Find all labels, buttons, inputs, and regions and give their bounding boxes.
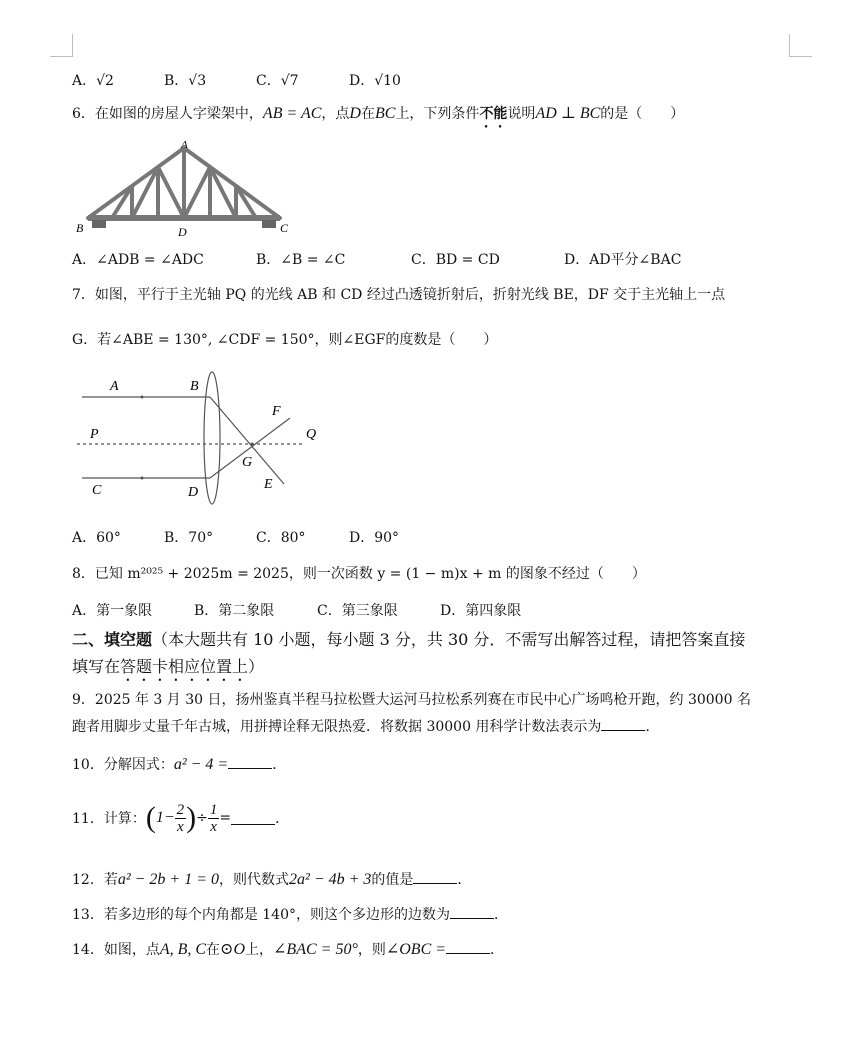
- section-title: 二、填空题: [72, 630, 153, 649]
- q8-option-d: D．第四象限: [440, 603, 522, 619]
- q6-option-a: A．∠ADB = ∠ADC: [72, 252, 204, 268]
- q14-stem: 14．如图，点A, B, C在⊙O上，∠BAC = 50°，则∠OBC = ．: [72, 941, 505, 958]
- lens-label-p: P: [90, 427, 99, 442]
- roof-truss-figure: [72, 140, 297, 240]
- page-corner-mark: [789, 34, 812, 57]
- lens-label-c: C: [92, 483, 102, 498]
- q5-option-c: C．√7: [256, 73, 299, 89]
- q7-option-b: B．70°: [164, 530, 214, 546]
- q7-option-a: A．60°: [72, 530, 121, 546]
- page-corner-mark: [50, 34, 73, 57]
- q5-option-a: A．√2: [72, 73, 114, 89]
- fraction: $\frac{1}{x}$: [209, 801, 218, 835]
- q9-stem-line1: 9．2025 年 3 月 30 日，扬州鉴真半程马拉松暨大运河马拉松系列赛在市民中心广场鸣枪开跑，约 30000 名: [72, 692, 751, 708]
- truss-label-d: D: [178, 225, 187, 239]
- q7-stem-line2: G．若∠ABE = 130°, ∠CDF = 150°，则∠EGF的度数是（ ）: [72, 332, 498, 348]
- truss-label-a: A: [181, 140, 188, 151]
- lens-label-d: D: [188, 485, 199, 500]
- q8-option-c: C．第三象限: [317, 603, 398, 619]
- lens-label-b: B: [190, 379, 199, 394]
- answer-blank: [450, 906, 494, 919]
- q6-option-b: B．∠B = ∠C: [256, 252, 346, 268]
- answer-blank: [601, 718, 645, 731]
- answer-blank: [231, 812, 275, 825]
- q12-stem: 12．若a² − 2b + 1 = 0，则代数式2a² − 4b + 3的值是 ．: [72, 871, 472, 888]
- convex-lens-figure: [72, 370, 332, 520]
- q6-option-d: D．AD平分∠BAC: [564, 252, 682, 268]
- q5-option-b: B．√3: [164, 73, 207, 89]
- q6-stem: 6．在如图的房屋人字梁架中，AB = AC，点D在BC上，下列条件不能说明AD ⊥ BC的是（ ）: [72, 105, 685, 122]
- q6-option-c: C．BD = CD: [411, 252, 500, 268]
- section-fill-in-header: 二、填空题（本大题共有 10 小题，每小题 3 分，共 30 分．不需写出解答过程，请把答案直接: [72, 630, 746, 649]
- q7-stem-line1: 7．如图，平行于主光轴 PQ 的光线 AB 和 CD 经过凸透镜折射后，折射光线 BE，DF 交于主光轴上一点: [72, 287, 726, 303]
- answer-blank: [228, 756, 272, 769]
- lens-label-q: Q: [306, 427, 317, 442]
- q10-stem: 10．分解因式：a² − 4 = ．: [72, 756, 287, 773]
- lens-label-f: F: [272, 404, 281, 419]
- lens-label-e: E: [264, 477, 273, 492]
- answer-blank: [446, 941, 490, 954]
- q8-stem: 8．已知 m²⁰²⁵ + 2025m = 2025，则一次函数 y = (1 − m)x + m 的图象不经过（ ）: [72, 566, 646, 582]
- q7-option-c: C．80°: [256, 530, 306, 546]
- answer-blank: [413, 871, 457, 884]
- q8-option-a: A．第一象限: [72, 603, 153, 619]
- section-fill-in-desc: 填写在答题卡相应位置上）: [72, 657, 265, 676]
- q11-stem: 11．计算： ( 1− $\frac{2}{x}$ ) ÷ $\frac{1}{x}$ = ．: [72, 801, 290, 835]
- q5-option-d: D．√10: [349, 73, 401, 89]
- q13-stem: 13．若多边形的每个内角都是 140°，则这个多边形的边数为 ．: [72, 907, 508, 923]
- truss-label-b: B: [76, 221, 84, 235]
- q7-option-d: D．90°: [349, 530, 400, 546]
- fraction: $\frac{2}{x}$: [176, 801, 185, 835]
- lens-label-a: A: [110, 379, 119, 394]
- lens-label-g: G: [242, 455, 253, 470]
- truss-label-c: C: [280, 221, 289, 235]
- q9-stem-line2: 跑者用脚步丈量千年古城，用拼搏诠释无限热爱．将数据 30000 用科学计数法表示为 ．: [72, 719, 660, 735]
- q8-option-b: B．第二象限: [194, 603, 275, 619]
